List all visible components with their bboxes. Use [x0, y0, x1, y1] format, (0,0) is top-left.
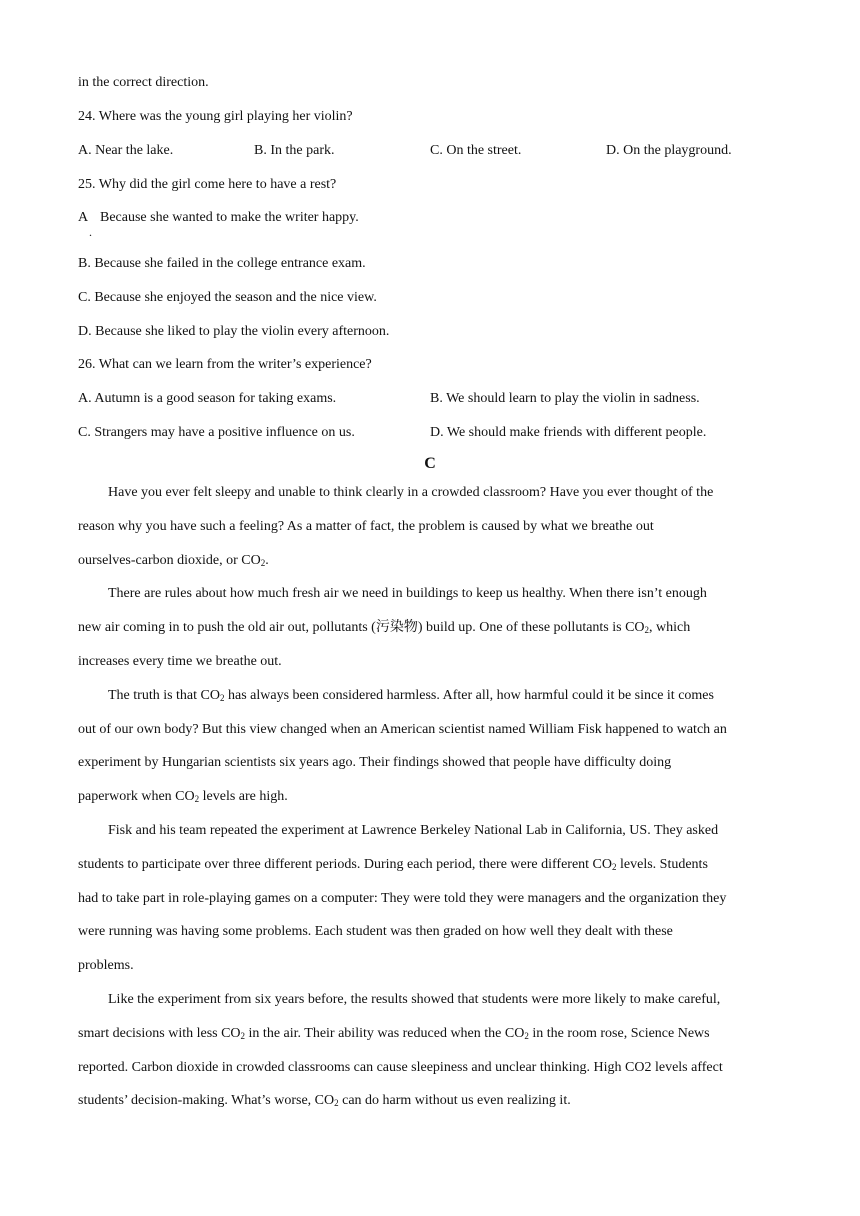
subscript: 2 [334, 1098, 339, 1108]
q25-option-a-dot: . [89, 225, 92, 239]
text-span: . [265, 553, 269, 568]
paragraph-5-line-4 [78, 1092, 571, 1110]
subscript: 2 [194, 794, 200, 804]
q26-option-d: D. We should make friends with different people. [430, 425, 707, 440]
text-span: has always been considered harmless. After all, how harmful could it be since it comes [224, 688, 714, 703]
paragraph-2-line-2 [78, 619, 690, 637]
q24-option-d: D. On the playground. [606, 143, 732, 158]
text-span: levels are high. [199, 789, 288, 804]
section-title: C [424, 455, 436, 472]
paragraph-3-line-3: experiment by Hungarian scientists six years ago. Their findings showed that people have difficulty doing [78, 755, 672, 770]
paragraph-3-line-2: out of our own body? But this view changed when an American scientist named William Fisk happened to watch an [78, 722, 727, 737]
q25-option-d: D. Because she liked to play the violin every afternoon. [78, 324, 390, 339]
subscript: 2 [260, 558, 266, 568]
text-span: can do harm without us even realizing it. [338, 1093, 571, 1108]
paragraph-4-line-3: had to take part in role-playing games on a computer: They were told they were managers and the organization they [78, 891, 727, 906]
paragraph-3-line-1 [108, 687, 714, 705]
q26-option-c: C. Strangers may have a positive influence on us. [78, 425, 355, 440]
text-span: in the air. Their ability was reduced when the CO [245, 1026, 525, 1041]
paragraph-4-line-1: Fisk and his team repeated the experiment at Lawrence Berkeley National Lab in California, US. They asked [108, 823, 719, 838]
paragraph-5-line-2 [78, 1025, 710, 1043]
paragraph-4-line-4: were running was having some problems. Each student was then graded on how well they dealt with these [78, 924, 673, 939]
q25-option-c: C. Because she enjoyed the season and the nice view. [78, 290, 377, 305]
q24-option-c: C. On the street. [430, 143, 522, 158]
subscript: 2 [240, 1031, 246, 1041]
question-26: 26. What can we learn from the writer’s experience? [78, 357, 372, 372]
q25-option-a-letter: A [78, 210, 89, 225]
subscript: 2 [612, 862, 617, 872]
text-span: levels. Students [616, 857, 708, 872]
paragraph-3-line-4 [78, 788, 288, 806]
paragraph-4-line-5: problems. [78, 958, 134, 973]
paragraph-5-line-1: Like the experiment from six years before, the results showed that students were more likely to make careful, [108, 992, 721, 1007]
subscript: 2 [524, 1031, 529, 1041]
paragraph-4-line-2 [78, 856, 708, 874]
q26-option-b: B. We should learn to play the violin in sadness. [430, 391, 700, 406]
text-span: paperwork when CO [78, 789, 195, 804]
paragraph-1-line-2: reason why you have such a feeling? As a matter of fact, the problem is caused by what we breathe out [78, 519, 654, 534]
question-24: 24. Where was the young girl playing her violin? [78, 109, 353, 124]
text-span: , which [649, 620, 691, 635]
paragraph-5-line-3: reported. Carbon dioxide in crowded classrooms can cause sleepiness and unclear thinking. High CO2 levels affect [78, 1060, 723, 1075]
subscript: 2 [220, 693, 225, 703]
q24-option-a: A. Near the lake. [78, 143, 174, 158]
text-span: students to participate over three different periods. During each period, there were different CO [78, 857, 613, 872]
paragraph-2-line-1: There are rules about how much fresh air we need in buildings to keep us healthy. When there isn’t enough [108, 586, 707, 601]
paragraph-1-line-3 [78, 552, 269, 570]
q26-option-a: A. Autumn is a good season for taking exams. [78, 391, 337, 406]
q25-option-b: B. Because she failed in the college entrance exam. [78, 256, 366, 271]
text-span: smart decisions with less CO [78, 1026, 241, 1041]
text-span: ourselves-carbon dioxide, or CO [78, 553, 261, 568]
text-span: in the room rose, Science News [528, 1026, 710, 1041]
text-span: The truth is that CO [108, 688, 220, 703]
text-line: in the correct direction. [78, 75, 209, 90]
paragraph-1-line-1: Have you ever felt sleepy and unable to think clearly in a crowded classroom? Have you ever thought of the [108, 485, 714, 500]
text-span: new air coming in to push the old air out, pollutants (污染物) build up. One of these pollutants is CO [78, 620, 645, 635]
question-25: 25. Why did the girl come here to have a rest? [78, 177, 337, 192]
q25-option-a-text: Because she wanted to make the writer happy. [100, 210, 359, 225]
q24-option-b: B. In the park. [254, 143, 335, 158]
text-span: students’ decision-making. What’s worse, CO [78, 1093, 335, 1108]
paragraph-2-line-3: increases every time we breathe out. [78, 654, 282, 669]
subscript: 2 [644, 625, 650, 635]
